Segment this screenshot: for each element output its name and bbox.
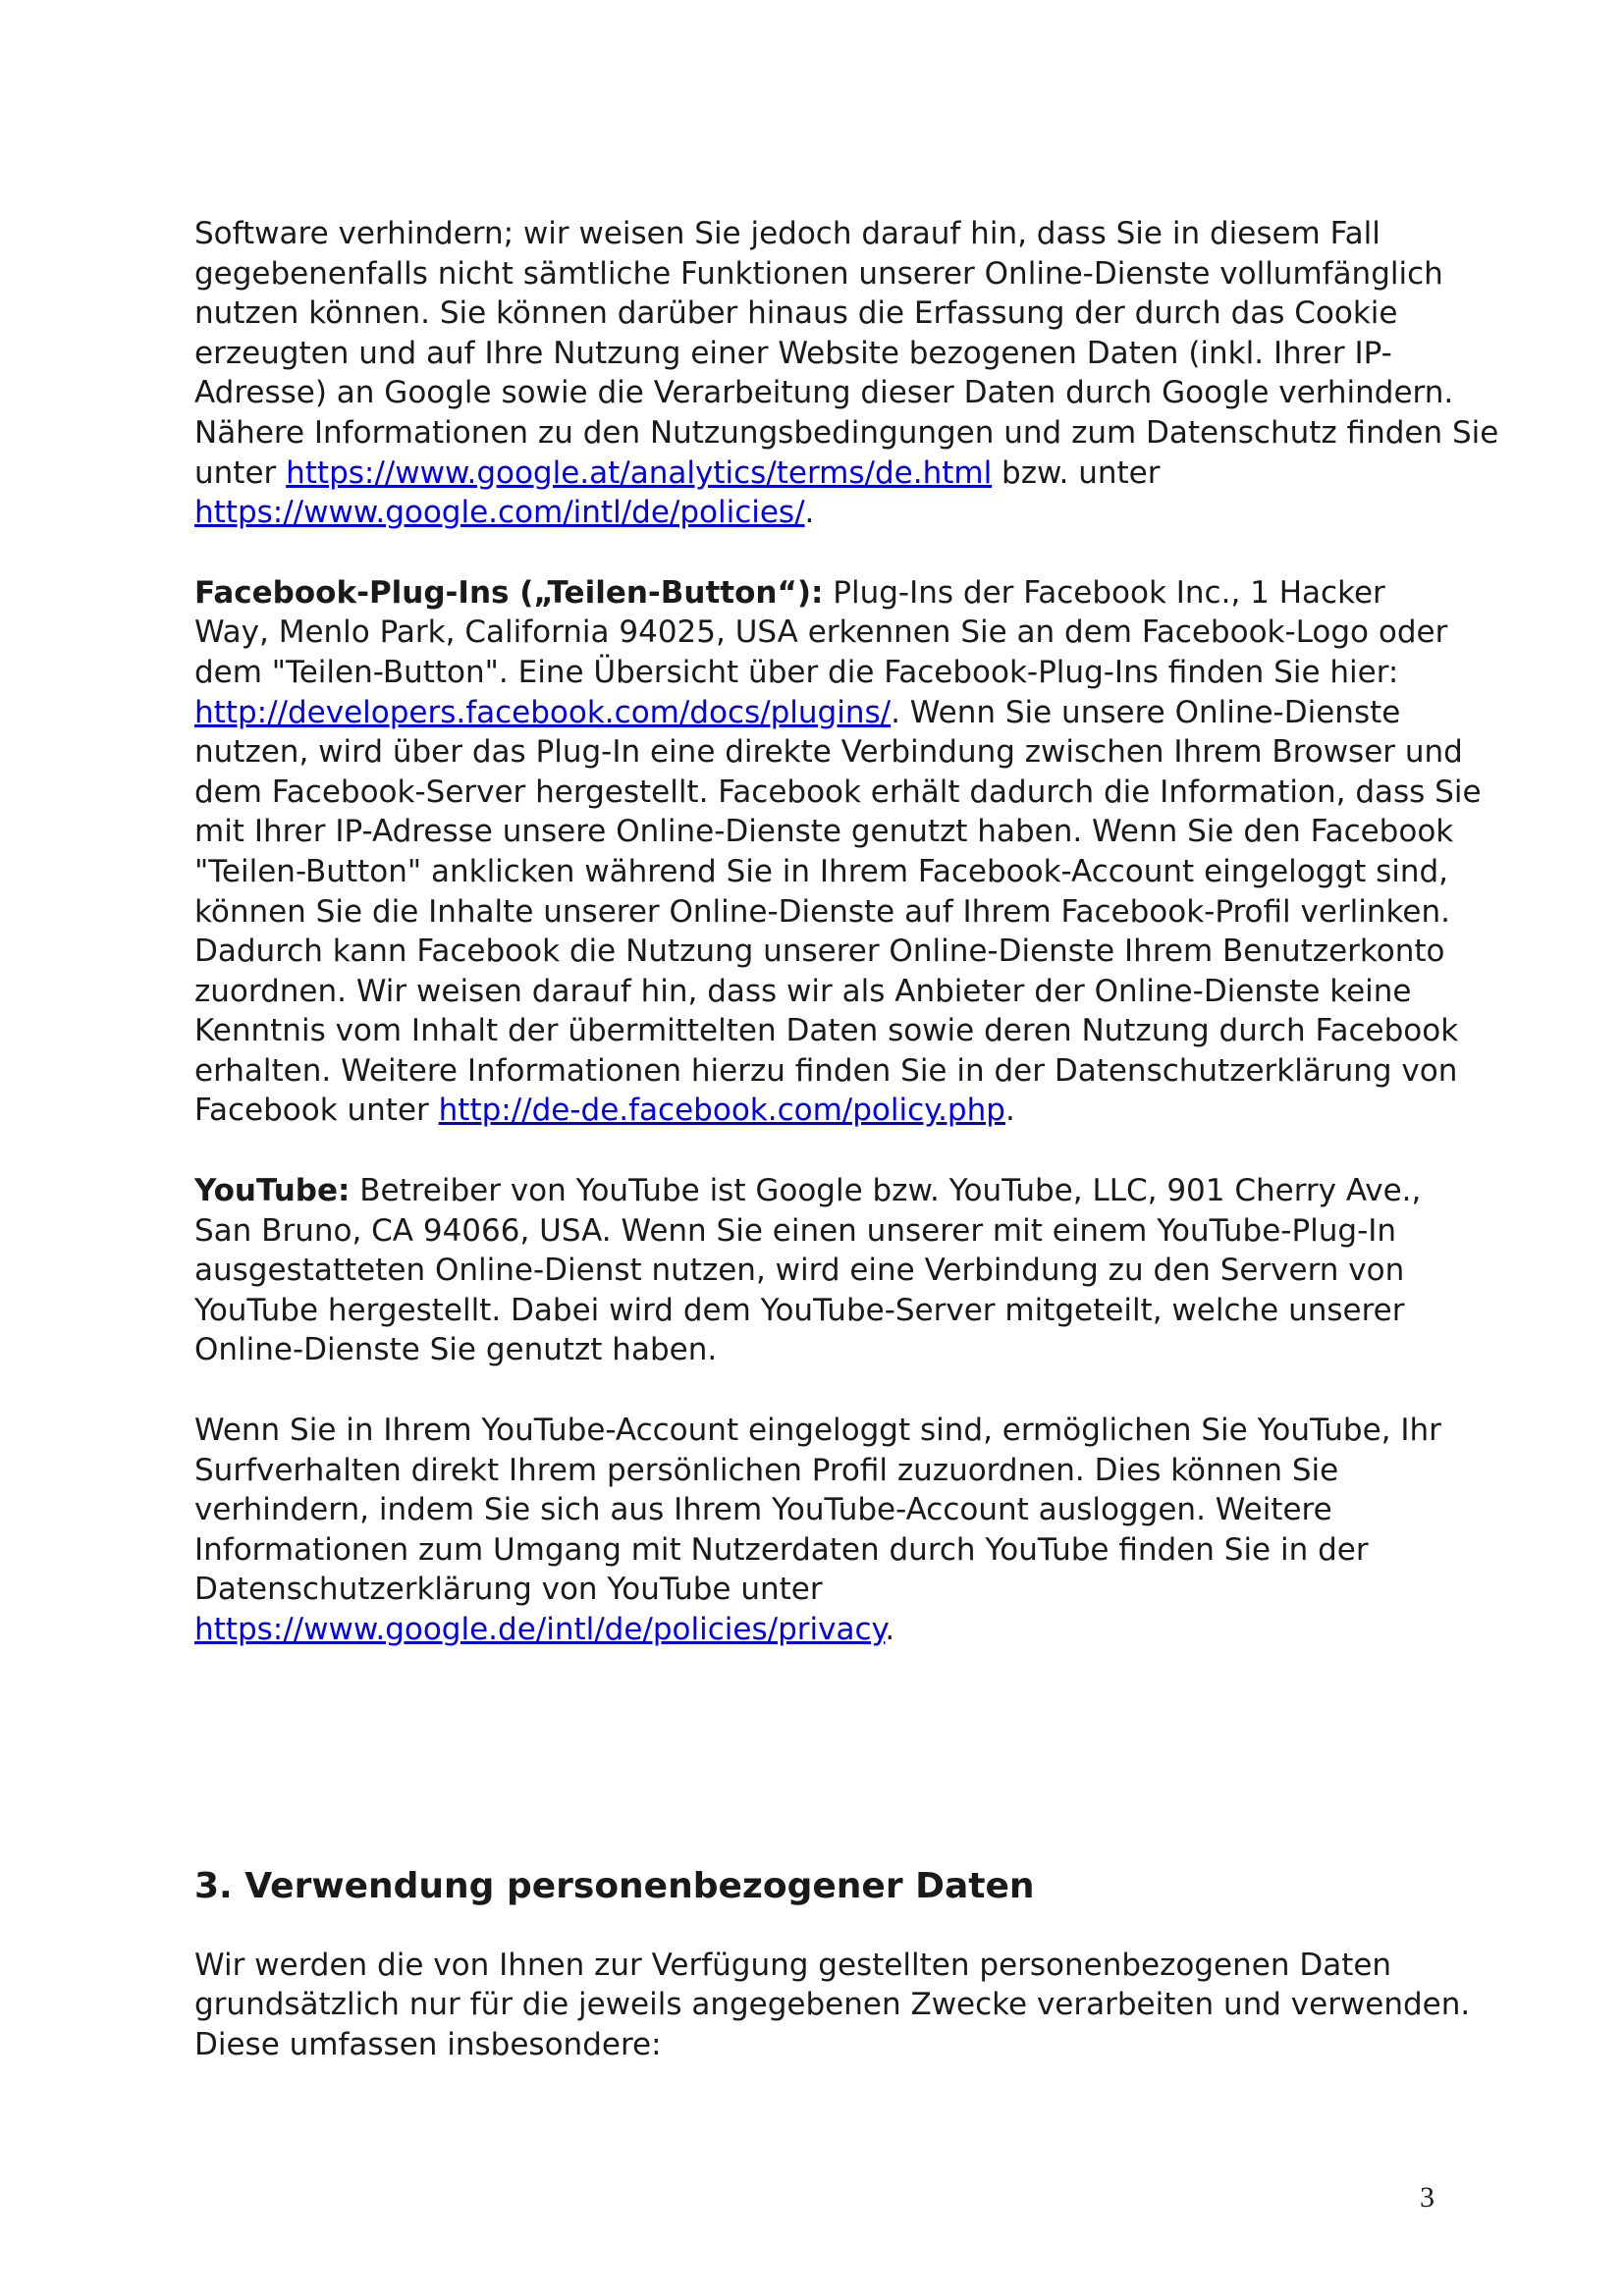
text-line: Wir werden die von Ihnen zur Verfügung gestellten personenbezogenen Daten [194,1947,1392,1983]
text-line: gegebenenfalls nicht sämtliche Funktionen unserer Online-Dienste vollumfänglich [194,255,1443,292]
text-line: Dadurch kann Facebook die Nutzung unserer Online-Dienste Ihrem Benutzerkonto [194,934,1445,970]
text-line: Way, Menlo Park, California 94025, USA erkennen Sie an dem Facebook-Logo oder [194,614,1448,651]
text-line: San Bruno, CA 94066, USA. Wenn Sie einen unserer mit einem YouTube-Plug-In [194,1212,1397,1249]
youtube-privacy-link[interactable]: https://www.google.de/intl/de/policies/privacy [194,1612,886,1647]
text-fragment: unter [194,454,287,491]
document-page [194,214,1499,2105]
spacer [194,1690,1461,1865]
analytics-paragraph [194,214,1499,533]
text-line: erzeugten und auf Ihre Nutzung einer Website bezogenen Daten (inkl. Ihrer IP- [194,335,1392,371]
text-fragment: . [804,495,815,531]
text-line [194,1610,1461,1650]
text-line: dem Facebook-Server hergestellt. Facebook erhält dadurch die Information, dass Sie [194,774,1482,810]
text-line [194,1171,1461,1211]
text-line: Informationen zum Umgang mit Nutzerdaten durch YouTube finden Sie in der [194,1531,1369,1568]
text-line: erhalten. Weitere Informationen hierzu finden Sie in der Datenschutzerklärung von [194,1052,1458,1089]
text-fragment: Facebook unter [194,1093,439,1129]
text-line: Kenntnis vom Inhalt der übermittelten Daten sowie deren Nutzung durch Facebook [194,1013,1459,1049]
google-policies-link[interactable]: https://www.google.com/intl/de/policies/ [194,495,805,531]
text-fragment: . [885,1612,895,1647]
youtube-account-paragraph [194,1411,1461,1650]
text-fragment: . [1004,1093,1015,1129]
text-fragment: bzw. unter [992,454,1161,491]
google-analytics-terms-link[interactable]: https://www.google.at/analytics/terms/de.html [286,454,993,491]
text-line: zuordnen. Wir weisen darauf hin, dass wir als Anbieter der Online-Dienste keine [194,973,1412,1009]
text-line: dem "Teilen-Button". Eine Übersicht über die Facebook-Plug-Ins finden Sie hier: [194,654,1399,690]
text-line: nutzen können. Sie können darüber hinaus die Erfassung der durch das Cookie [194,295,1398,332]
text-line: nutzen, wird über das Plug-In eine direkte Verbindung zwischen Ihrem Browser und [194,734,1463,771]
youtube-label: YouTube: [194,1173,351,1209]
facebook-plugins-paragraph [194,573,1482,1131]
text-line: mit Ihrer IP-Adresse unsere Online-Dienste genutzt haben. Wenn Sie den Facebook [194,814,1454,850]
text-line: YouTube hergestellt. Dabei wird dem YouTube-Server mitgeteilt, welche unserer [194,1292,1405,1328]
text-fragment: Plug-Ins der Facebook Inc., 1 Hacker [823,574,1385,611]
text-line: Diese umfassen insbesondere: [194,2026,662,2062]
facebook-plugins-link[interactable]: http://developers.facebook.com/docs/plugins/ [194,694,892,730]
text-line: können Sie die Inhalte unserer Online-Dienste auf Ihrem Facebook-Profil verlinken. [194,893,1450,930]
text-line: "Teilen-Button" anklicken während Sie in Ihrem Facebook-Account eingeloggt sind, [194,853,1449,889]
text-fragment: . Wenn Sie unsere Online-Dienste [891,694,1401,730]
text-line [194,454,1461,494]
section-heading: 3. Verwendung personenbezogener Daten [194,1865,1035,1906]
text-line: verhindern, indem Sie sich aus Ihrem YouTube-Account ausloggen. Weitere [194,1492,1332,1528]
text-line: Software verhindern; wir weisen Sie jedoch darauf hin, dass Sie in diesem Fall [194,216,1380,251]
text-line [194,493,1461,533]
text-line: Surfverhalten direkt Ihrem persönlichen Profil zuzuordnen. Dies können Sie [194,1452,1339,1488]
text-line [194,573,1461,614]
text-fragment: Betreiber von YouTube ist Google bzw. YouTube, LLC, 901 Cherry Ave., [350,1173,1422,1209]
text-line: ausgestatteten Online-Dienst nutzen, wird eine Verbindung zu den Servern von [194,1253,1405,1289]
youtube-paragraph [194,1171,1461,1370]
text-line: Adresse) an Google sowie die Verarbeitung dieser Daten durch Google verhindern. [194,375,1454,411]
text-line: Wenn Sie in Ihrem YouTube-Account eingeloggt sind, ermöglichen Sie YouTube, Ihr [194,1413,1441,1449]
facebook-plugins-label: Facebook-Plug-Ins („Teilen-Button“): [194,574,824,611]
section-3-paragraph [194,1946,1471,2065]
facebook-policy-link[interactable]: http://de-de.facebook.com/policy.php [438,1093,1005,1129]
text-line: Nähere Informationen zu den Nutzungsbedingungen und zum Datenschutz finden Sie [194,414,1499,451]
text-line [194,1091,1461,1131]
page-number: 3 [1420,2181,1435,2214]
text-line: grundsätzlich nur für die jeweils angegebenen Zwecke verarbeiten und verwenden. [194,1987,1471,2023]
text-line [194,693,1461,733]
text-line: Online-Dienste Sie genutzt haben. [194,1332,718,1368]
text-line: Datenschutzerklärung von YouTube unter [194,1572,823,1608]
